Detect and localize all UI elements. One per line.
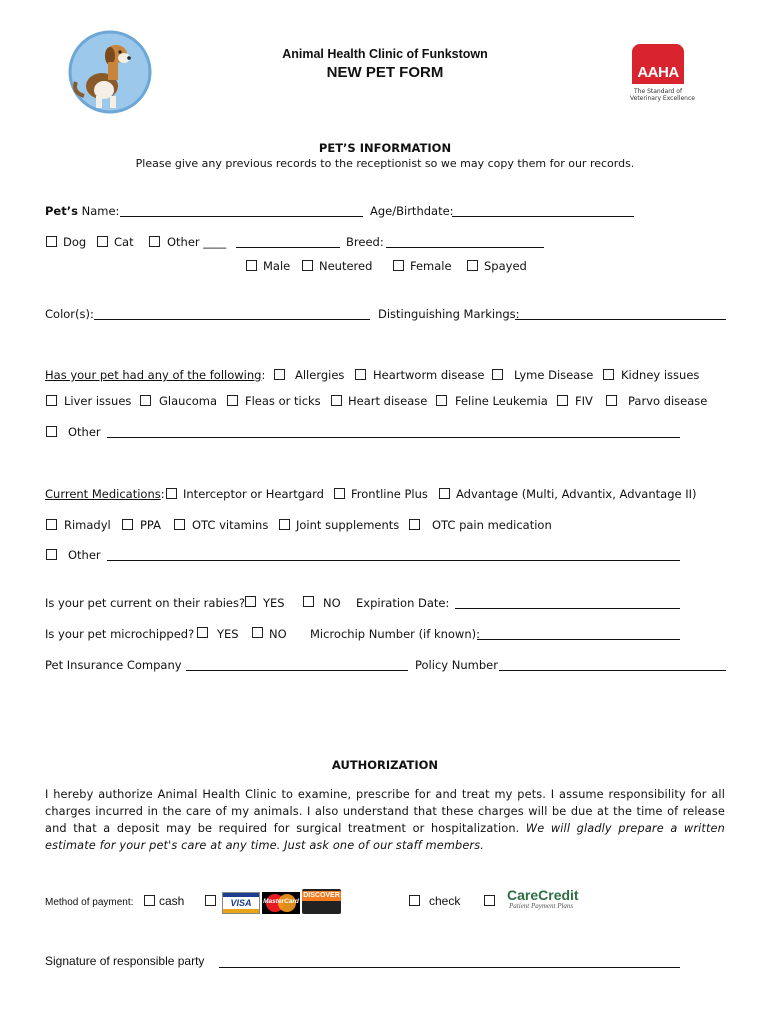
insurance-company-label: Pet Insurance Company xyxy=(45,658,182,672)
breed-label: Breed: xyxy=(346,235,384,249)
carecredit-logo xyxy=(507,888,579,910)
microchip-number-field[interactable] xyxy=(477,639,680,640)
medications-label xyxy=(45,487,165,501)
rabies-no-label: NO xyxy=(323,596,341,610)
discover-logo xyxy=(302,889,341,914)
frontline-label: Frontline Plus xyxy=(351,487,428,501)
rabies-yes-label: YES xyxy=(263,596,285,610)
card-checkbox[interactable] xyxy=(205,895,216,906)
fiv-label: FIV xyxy=(575,394,593,408)
otc-vitamins-checkbox[interactable] xyxy=(174,519,185,530)
parvo-label: Parvo disease xyxy=(628,394,708,408)
microchip-number-label: Microchip Number (if known): xyxy=(310,627,480,641)
medications-label-text: Current Medications xyxy=(45,487,161,501)
interceptor-checkbox[interactable] xyxy=(166,488,177,499)
microchip-no-checkbox[interactable] xyxy=(252,627,263,638)
lyme-checkbox[interactable] xyxy=(492,369,503,380)
name-label: Name: xyxy=(77,204,120,218)
visa-logo xyxy=(222,892,260,914)
aaha-logo-text: AAHA xyxy=(637,64,679,81)
heartworm-label: Heartworm disease xyxy=(373,368,485,382)
carecredit-checkbox[interactable] xyxy=(484,895,495,906)
microchip-question: Is your pet microchipped? xyxy=(45,627,195,641)
allergies-label: Allergies xyxy=(295,368,345,382)
lyme-label: Lyme Disease xyxy=(514,368,594,382)
female-checkbox[interactable] xyxy=(393,260,404,271)
spayed-label: Spayed xyxy=(484,259,527,273)
glaucoma-checkbox[interactable] xyxy=(140,395,151,406)
neutered-label: Neutered xyxy=(319,259,373,273)
cat-label: Cat xyxy=(114,235,134,249)
microchip-no-label: NO xyxy=(269,627,287,641)
fleas-checkbox[interactable] xyxy=(227,395,238,406)
colors-field[interactable] xyxy=(94,319,370,320)
pets-info-title: PET’S INFORMATION xyxy=(318,141,452,155)
aaha-logo xyxy=(630,44,695,106)
carecredit-logo-text: CareCredit xyxy=(507,887,579,903)
form-title: NEW PET FORM xyxy=(326,64,444,81)
joint-supplements-checkbox[interactable] xyxy=(279,519,290,530)
rabies-yes-checkbox[interactable] xyxy=(245,596,256,607)
clinic-name: Animal Health Clinic of Funkstown xyxy=(282,47,488,61)
rabies-no-checkbox[interactable] xyxy=(303,596,314,607)
otc-pain-checkbox[interactable] xyxy=(409,519,420,530)
history-other-label: Other xyxy=(68,425,101,439)
history-colon: : xyxy=(261,368,266,382)
medications-other-label: Other xyxy=(68,548,101,562)
kidney-checkbox[interactable] xyxy=(603,369,614,380)
pets-info-instructions: Please give any previous records to the receptionist so we may copy them for our records. xyxy=(135,157,635,170)
advantage-label: Advantage (Multi, Advantix, Advantage II) xyxy=(456,487,697,501)
pet-name-field[interactable] xyxy=(120,216,363,217)
history-other-field[interactable] xyxy=(107,437,680,438)
check-label: check xyxy=(429,894,461,908)
aaha-tagline-1: The Standard of xyxy=(634,88,683,95)
cash-checkbox[interactable] xyxy=(144,895,155,906)
markings-label: Distinguishing Markings: xyxy=(378,307,520,321)
history-question xyxy=(45,368,265,382)
microchip-yes-label: YES xyxy=(217,627,239,641)
neutered-checkbox[interactable] xyxy=(302,260,313,271)
discover-logo-text: DISCOVER xyxy=(303,892,340,899)
other-species-checkbox[interactable] xyxy=(149,236,160,247)
male-label: Male xyxy=(263,259,291,273)
payment-label: Method of payment: xyxy=(45,897,134,908)
authorization-body: I hereby authorize Animal Health Clinic to examine, prescribe for and treat my pets. I assume responsibility for all charges incurred in the care of my animals. I also understand that these charges will be due at the time of release and that a deposit may be required for surgical treatment or hospitalization. xyxy=(45,788,725,835)
cat-checkbox[interactable] xyxy=(97,236,108,247)
policy-number-field[interactable] xyxy=(499,670,726,671)
interceptor-label: Interceptor or Heartgard xyxy=(183,487,324,501)
dog-checkbox[interactable] xyxy=(46,236,57,247)
authorization-title: AUTHORIZATION xyxy=(331,758,439,772)
cash-label: cash xyxy=(159,894,185,908)
authorization-estimate-note: We will gladly prepare a written estimate for your pet's care at any time. Just ask one of our staff members. xyxy=(45,822,725,852)
signature-label: Signature of responsible party xyxy=(45,954,205,968)
glaucoma-label: Glaucoma xyxy=(159,394,218,408)
expiration-field[interactable] xyxy=(455,608,680,609)
fleas-label: Fleas or ticks xyxy=(245,394,321,408)
visa-logo-text: VISA xyxy=(230,898,252,908)
authorization-text xyxy=(45,786,725,854)
ppa-checkbox[interactable] xyxy=(122,519,133,530)
markings-field[interactable] xyxy=(515,319,726,320)
expiration-label: Expiration Date: xyxy=(356,596,450,610)
mastercard-logo xyxy=(262,892,300,914)
medications-other-checkbox[interactable] xyxy=(46,549,57,560)
age-field[interactable] xyxy=(452,216,634,217)
female-label: Female xyxy=(410,259,452,273)
policy-number-label: Policy Number xyxy=(415,658,498,672)
liver-checkbox[interactable] xyxy=(46,395,57,406)
rabies-question: Is your pet current on their rabies? xyxy=(45,596,246,610)
parvo-checkbox[interactable] xyxy=(606,395,617,406)
carecredit-tagline: Patient Payment Plans xyxy=(509,902,574,910)
medications-other-field[interactable] xyxy=(107,560,680,561)
heart-disease-checkbox[interactable] xyxy=(331,395,342,406)
mastercard-logo-text: MasterCard xyxy=(263,898,299,905)
otc-vitamins-label: OTC vitamins xyxy=(192,518,269,532)
dog-label: Dog xyxy=(63,235,87,249)
otc-pain-label: OTC pain medication xyxy=(432,518,552,532)
history-other-checkbox[interactable] xyxy=(46,426,57,437)
ppa-label: PPA xyxy=(140,518,162,532)
feline-leukemia-label: Feline Leukemia xyxy=(455,394,548,408)
signature-field[interactable] xyxy=(219,967,680,968)
rimadyl-label: Rimadyl xyxy=(64,518,111,532)
fiv-checkbox[interactable] xyxy=(557,395,568,406)
other-species-field[interactable] xyxy=(236,247,340,248)
other-species-label: Other ____ xyxy=(167,235,227,249)
pet-name-label xyxy=(45,204,119,218)
heart-disease-label: Heart disease xyxy=(348,394,428,408)
heartworm-checkbox[interactable] xyxy=(355,369,366,380)
male-checkbox[interactable] xyxy=(246,260,257,271)
age-label: Age/Birthdate: xyxy=(370,204,454,218)
medications-colon: : xyxy=(160,487,165,501)
insurance-company-field[interactable] xyxy=(186,670,408,671)
liver-label: Liver issues xyxy=(64,394,132,408)
colors-label: Color(s): xyxy=(45,307,94,321)
aaha-tagline-2: Veterinary Excellence xyxy=(630,95,695,102)
frontline-checkbox[interactable] xyxy=(334,488,345,499)
pets-label-bold: Pet’s xyxy=(45,204,78,218)
spayed-checkbox[interactable] xyxy=(467,260,478,271)
check-checkbox[interactable] xyxy=(409,895,420,906)
history-question-text: Has your pet had any of the following xyxy=(45,368,262,382)
rimadyl-checkbox[interactable] xyxy=(46,519,57,530)
feline-leukemia-checkbox[interactable] xyxy=(436,395,447,406)
allergies-checkbox[interactable] xyxy=(274,369,285,380)
advantage-checkbox[interactable] xyxy=(439,488,450,499)
joint-supplements-label: Joint supplements xyxy=(296,518,400,532)
kidney-label: Kidney issues xyxy=(621,368,700,382)
breed-field[interactable] xyxy=(386,247,544,248)
microchip-yes-checkbox[interactable] xyxy=(197,627,208,638)
